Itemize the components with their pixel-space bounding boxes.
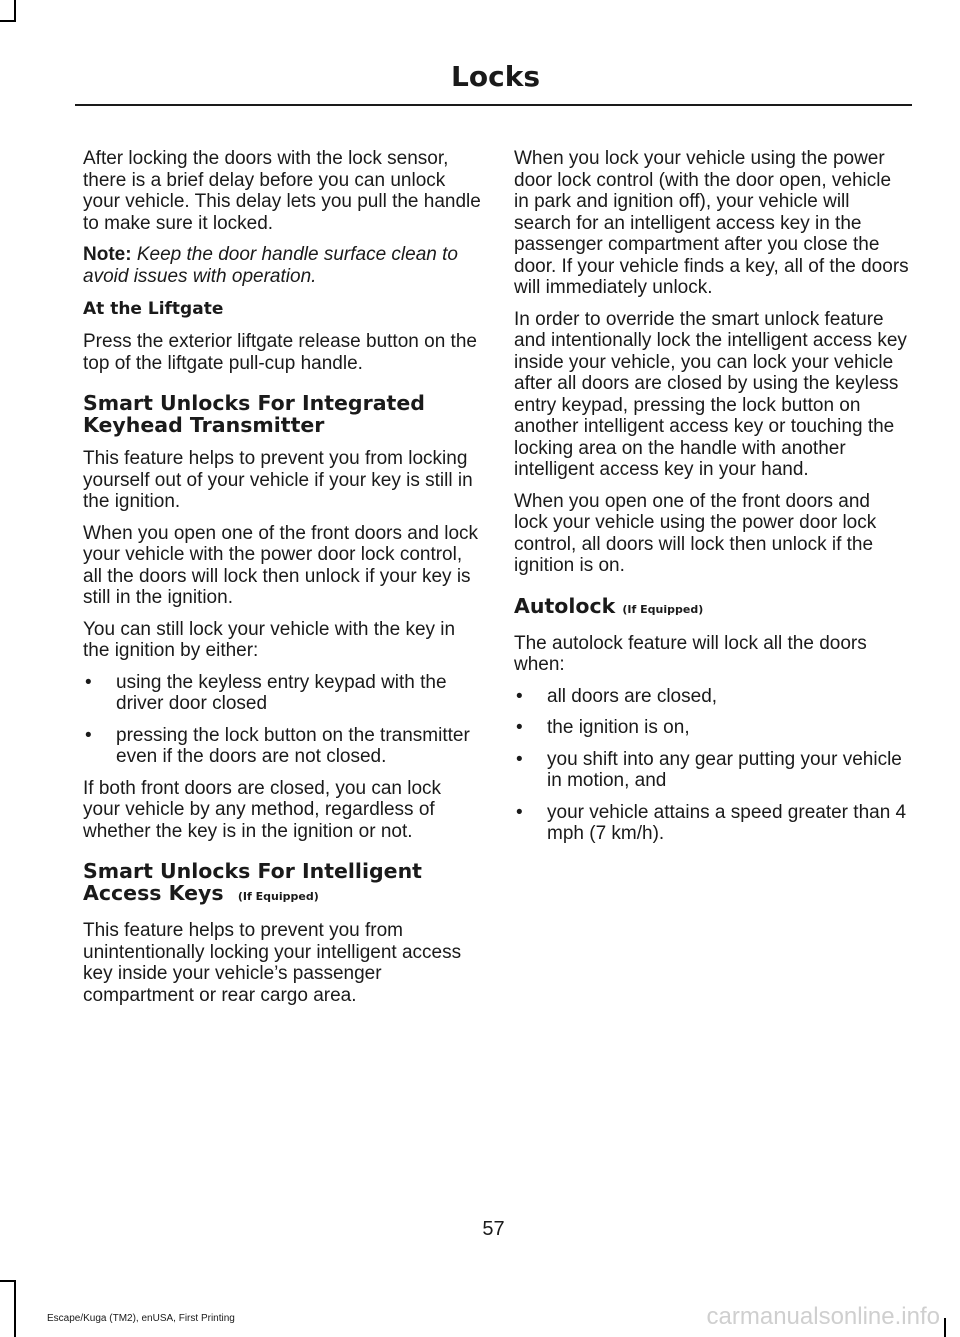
paragraph: You can still lock your vehicle with the key in the ignition by either: (83, 618, 456, 661)
paragraph: When you lock your vehicle using the power door lock control (with the door open, vehicle in park and ignition off), your vehicle will search for an intelligent access key in the passenger compartment after you close the door. If your vehicle finds a key, all of the doors will immediately unlock. (514, 148, 909, 298)
list-item (514, 686, 909, 708)
section-heading (514, 595, 909, 621)
list-item (514, 717, 909, 739)
bullet-glyph: • (516, 748, 523, 770)
crop-mark (14, 0, 16, 20)
note-text: Keep the door handle surface clean to avoid issues with operation. (83, 244, 458, 287)
if-equipped-label: (If Equipped) (237, 890, 319, 903)
heading-text: Autolock (514, 593, 616, 618)
watermark: carmanualsonline.info (706, 1303, 940, 1330)
bullet-list (83, 672, 483, 768)
page-title: Locks (451, 60, 540, 93)
paragraph: The autolock feature will lock all the doors when: (514, 632, 867, 675)
list-item-text: pressing the lock button on the transmitter even if the doors are not closed. (116, 724, 470, 767)
crop-mark (14, 1280, 16, 1337)
crop-mark (944, 1318, 946, 1337)
paragraph: This feature helps to prevent you from unintentionally locking your intelligent access key inside your vehicle’s passenger compartment or rear cargo area. (83, 920, 462, 1006)
list-item (83, 672, 483, 715)
paragraph: Press the exterior liftgate release button on the top of the liftgate pull-cup handle. (83, 331, 477, 374)
list-item (83, 725, 483, 768)
list-item-text: using the keyless entry keypad with the driver door closed (116, 671, 447, 714)
paragraph: In order to override the smart unlock feature and intentionally lock the intelligent access key inside your vehicle, you can lock your vehicle after all doors are closed by using the keyless entry keypad, pressing the lock button on another intelligent access key or touching the locking area on the handle with another intelligent access key in your hand. (514, 308, 907, 480)
paragraph: This feature helps to prevent you from locking yourself out of your vehicle if your key is still in the ignition. (83, 448, 473, 512)
bullet-glyph: • (516, 717, 523, 738)
list-item-text: the ignition is on, (547, 717, 690, 738)
note (83, 244, 483, 287)
footer-text: Escape/Kuga (TM2), enUSA, First Printing (47, 1313, 235, 1324)
bullet-glyph: • (85, 724, 92, 746)
list-item-text: you shift into any gear putting your vehicle in motion, and (547, 748, 902, 791)
page-number: 57 (482, 1218, 505, 1240)
heading-text: Smart Unlocks For Intelligent Access Keys (83, 859, 422, 905)
list-item (514, 802, 909, 845)
right-column (514, 148, 909, 855)
paragraph: When you open one of the front doors and lock your vehicle with the power door lock control, all the doors will lock then unlock if your key is still in the ignition. (83, 522, 479, 608)
bullet-glyph: • (516, 801, 523, 823)
header-divider (75, 104, 912, 106)
note-label: Note: (83, 244, 132, 265)
list-item (514, 749, 909, 792)
section-heading: Smart Unlocks For Integrated Keyhead Transmitter (83, 391, 425, 437)
if-equipped-label: (If Equipped) (622, 602, 704, 616)
left-column (83, 148, 483, 1016)
crop-mark (0, 20, 16, 22)
paragraph: After locking the doors with the lock sensor, there is a brief delay before you can unlock your vehicle. This delay lets you pull the handle to make sure it locked. (83, 148, 481, 234)
bullet-list (514, 686, 909, 845)
list-item-text: all doors are closed, (547, 685, 718, 707)
bullet-glyph: • (516, 685, 523, 707)
paragraph: When you open one of the front doors and lock your vehicle using the power door lock control, all doors will lock then unlock if the ignition is on. (514, 490, 877, 576)
crop-mark (0, 1280, 16, 1282)
paragraph: If both front doors are closed, you can lock your vehicle by any method, regardless of whether the key is in the ignition or not. (83, 777, 442, 842)
list-item-text: your vehicle attains a speed greater than 4 mph (7 km/h). (547, 801, 907, 844)
section-heading (83, 860, 483, 908)
bullet-glyph: • (85, 671, 92, 693)
section-heading: At the Liftgate (83, 299, 224, 319)
